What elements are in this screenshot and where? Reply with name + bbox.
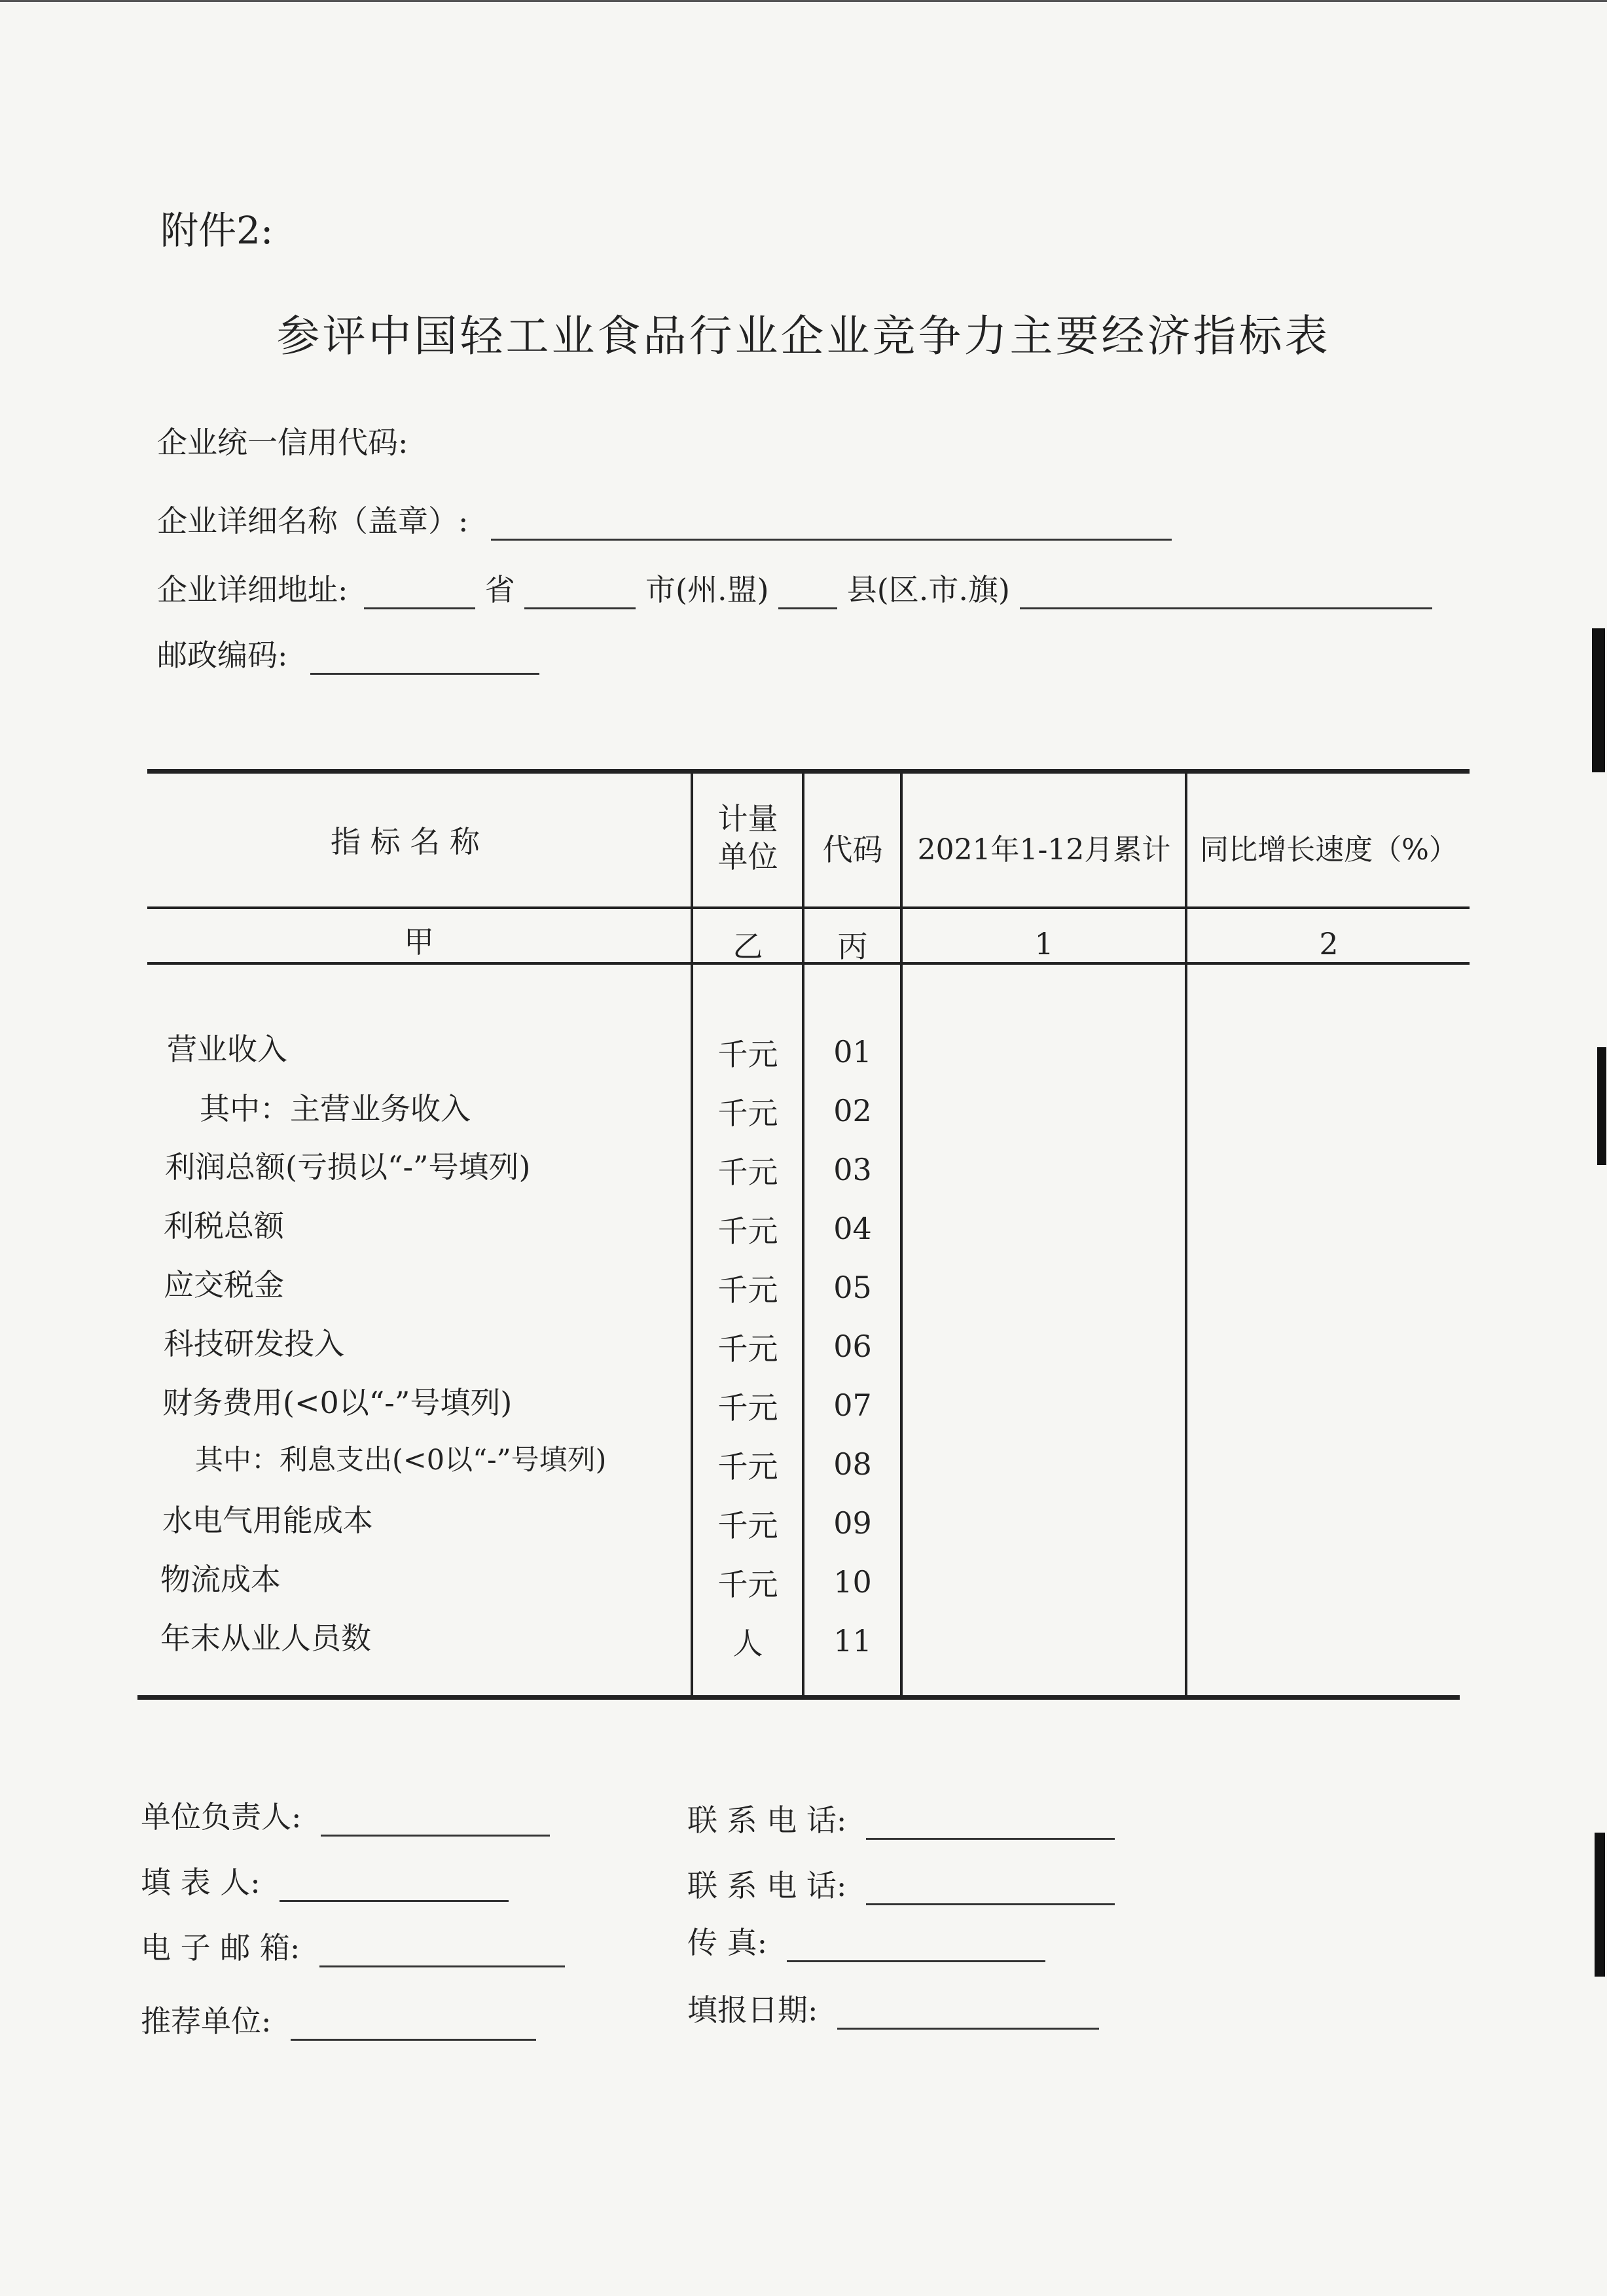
postcode-field[interactable] xyxy=(310,644,539,675)
filler-label: 填 表 人: xyxy=(141,1865,261,1900)
table-col-divider xyxy=(691,772,693,1697)
attachment-label: 附件2: xyxy=(160,208,274,253)
row-unit: 千元 xyxy=(717,1331,778,1367)
row-code: 11 xyxy=(833,1623,872,1659)
header-unit: 计量 单位 xyxy=(717,801,778,874)
city-label: 市(州.盟) xyxy=(645,572,769,607)
table-col-divider xyxy=(802,772,804,1697)
row-code: 05 xyxy=(833,1270,872,1305)
table-header-rule xyxy=(147,906,1470,909)
row-name: 科技研发投入 xyxy=(164,1326,344,1361)
row-unit: 千元 xyxy=(717,1096,778,1131)
fax-row xyxy=(687,1919,1045,1962)
address-label: 企业详细地址: xyxy=(157,572,348,607)
row-unit: 千元 xyxy=(717,1155,778,1190)
street-field[interactable] xyxy=(1020,579,1432,609)
postcode-row xyxy=(157,632,539,675)
city-field[interactable] xyxy=(524,579,636,609)
date-field[interactable] xyxy=(837,1999,1099,2030)
province-label: 省 xyxy=(484,572,515,607)
row-code: 07 xyxy=(833,1388,872,1423)
row-unit: 千元 xyxy=(717,1449,778,1484)
row-unit: 千元 xyxy=(717,1213,778,1249)
row-unit: 千元 xyxy=(717,1567,778,1602)
phone1-field[interactable] xyxy=(866,1809,1115,1840)
row-unit: 千元 xyxy=(717,1037,778,1072)
row-unit: 千元 xyxy=(717,1272,778,1308)
leader-row xyxy=(141,1793,550,1837)
phone2-row xyxy=(687,1862,1115,1905)
subheader-code: 丙 xyxy=(837,929,868,964)
row-unit: 人 xyxy=(732,1626,763,1661)
filler-row xyxy=(141,1859,509,1902)
row-code: 04 xyxy=(833,1211,872,1246)
county-label: 县(区.市.旗) xyxy=(846,572,1010,607)
email-field[interactable] xyxy=(319,1937,565,1967)
row-code: 06 xyxy=(833,1329,872,1364)
enterprise-name-field[interactable] xyxy=(491,510,1172,541)
subheader-name: 甲 xyxy=(404,924,434,960)
scan-edge-mark xyxy=(1592,628,1605,772)
email-row xyxy=(141,1924,565,1967)
scan-edge-mark xyxy=(1597,1047,1606,1165)
table-col-divider xyxy=(900,772,903,1697)
table-col-divider xyxy=(1185,772,1187,1697)
fax-label: 传 真: xyxy=(687,1925,768,1960)
table-top-rule xyxy=(147,769,1470,774)
phone1-label: 联 系 电 话: xyxy=(687,1803,847,1838)
row-name: 年末从业人员数 xyxy=(160,1621,371,1656)
postcode-label: 邮政编码: xyxy=(157,637,288,673)
recommender-field[interactable] xyxy=(291,2010,536,2041)
phone2-field[interactable] xyxy=(866,1874,1115,1905)
recommender-label: 推荐单位: xyxy=(141,2003,272,2039)
scan-top-edge xyxy=(0,0,1607,2)
address-row xyxy=(157,566,1432,609)
row-name: 其中：利息支出(<0以“-”号填列) xyxy=(195,1444,607,1477)
table-bottom-rule xyxy=(137,1695,1460,1700)
row-code: 10 xyxy=(833,1564,872,1600)
row-name: 物流成本 xyxy=(160,1562,281,1597)
row-code: 09 xyxy=(833,1505,872,1541)
row-unit: 千元 xyxy=(717,1390,778,1426)
subheader-unit: 乙 xyxy=(732,929,763,964)
province-field[interactable] xyxy=(364,579,475,609)
row-code: 03 xyxy=(833,1152,872,1187)
phone2-label: 联 系 电 话: xyxy=(687,1868,847,1903)
scan-edge-mark xyxy=(1595,1833,1605,1977)
row-code: 01 xyxy=(833,1034,872,1069)
credit-code-label: 企业统一信用代码: xyxy=(157,425,408,460)
row-name: 应交税金 xyxy=(164,1267,284,1302)
recommender-row xyxy=(141,1998,536,2041)
subheader-col1: 1 xyxy=(1034,926,1054,961)
email-label: 电 子 邮 箱: xyxy=(141,1930,300,1965)
header-indicator-name: 指 标 名 称 xyxy=(331,824,480,859)
date-label: 填报日期: xyxy=(687,1992,818,2028)
fax-field[interactable] xyxy=(787,1931,1045,1962)
row-name: 利税总额 xyxy=(164,1208,284,1244)
row-name: 其中：主营业务收入 xyxy=(200,1091,471,1126)
row-name: 利润总额(亏损以“-”号填列) xyxy=(165,1149,531,1185)
leader-field[interactable] xyxy=(321,1806,550,1837)
enterprise-name-label: 企业详细名称（盖章）: xyxy=(157,503,469,539)
header-cumulative: 2021年1-12月累计 xyxy=(917,833,1171,867)
header-code: 代码 xyxy=(822,832,883,867)
row-name: 营业收入 xyxy=(167,1031,287,1067)
county-field[interactable] xyxy=(778,579,837,609)
page-title: 参评中国轻工业食品行业企业竞争力主要经济指标表 xyxy=(276,311,1331,361)
enterprise-name-row xyxy=(157,497,1172,541)
phone1-row xyxy=(687,1797,1115,1840)
row-code: 02 xyxy=(833,1093,872,1128)
row-name: 水电气用能成本 xyxy=(162,1503,373,1538)
row-name: 财务费用(<0以“-”号填列) xyxy=(162,1385,513,1420)
row-unit: 千元 xyxy=(717,1508,778,1543)
row-code: 08 xyxy=(833,1446,872,1482)
filler-field[interactable] xyxy=(280,1871,509,1902)
subheader-col2: 2 xyxy=(1319,926,1339,961)
header-growth: 同比增长速度（%） xyxy=(1200,833,1458,867)
leader-label: 单位负责人: xyxy=(141,1799,302,1835)
date-row xyxy=(687,1986,1099,2030)
